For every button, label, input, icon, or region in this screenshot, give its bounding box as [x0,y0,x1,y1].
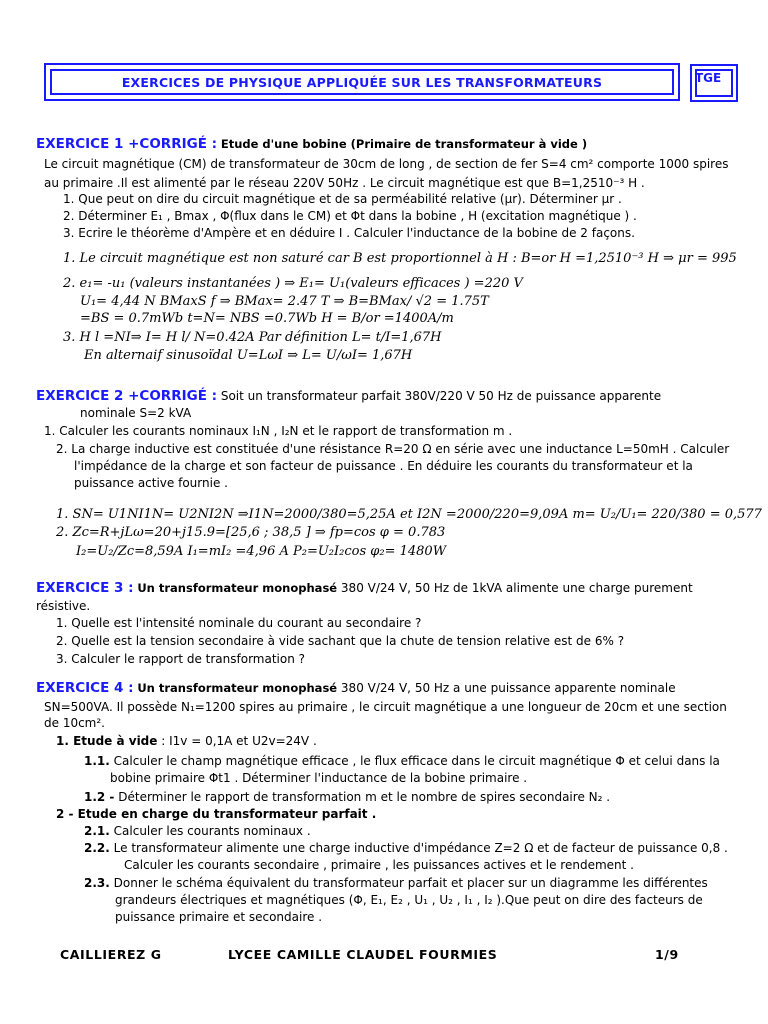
tag-box [690,64,738,102]
ex4-q23-line [84,876,708,891]
ex4-q22-line [84,841,728,856]
ex4-q22-2: Calculer les courants secondaire , primaire , les puissances actives et le rendement . [124,858,634,872]
ex2-heading: EXERCICE 2 +CORRIGÉ : [36,388,218,404]
class-tag: TGE [695,71,722,85]
ex4-q11-2: bobine primaire Φt1 . Déterminer l'inductance de la bobine primaire . [110,771,528,785]
ex4-q23-2: grandeurs électriques et magnétiques (Φ, E₁, E₂ , U₁ , U₂ , I₁ , I₂ ).Que peut on dire des facteurs de [115,893,703,907]
ex4-part1-label: 1. Etude à vide [56,734,158,748]
ex4-q12: Déterminer le rapport de transformation m et le nombre de spires secondaire N₂ . [118,790,611,804]
ex4-q11-1: Calculer le champ magnétique efficace , le flux efficace dans le circuit magnétique Φ et celui dans la [113,754,720,768]
ex4-q21-line [84,824,311,839]
page-title: EXERCICES DE PHYSIQUE APPLIQUÉE SUR LES TRANSFORMATEURS [121,74,603,90]
ex2-text-2: nominale S=2 kVA [80,406,192,420]
ex4-q11-num: 1.1. [84,754,110,768]
ex4-part2: 2 - Etude en charge du transformateur parfait . [56,807,377,821]
ex2-answer-1: 1. SN= U1NI1N= U2NI2N ⇒I1N=2000/380=5,25A et I2N =2000/220=9,09A m= U₂/U₁= 220/380 = 0,577 [56,507,762,522]
ex2-heading-line [36,389,661,404]
ex1-q3: 3. Ecrire le théorème d'Ampère et en déduire I . Calculer l'inductance de la bobine de 2 façons. [63,226,635,240]
ex4-q12-num: 1.2 - [84,790,115,804]
ex1-answer-3b: En alternaif sinusoïdal U=LωI ⇒ L= U/ωI= 1,67H [84,348,413,363]
ex4-text-2: SN=500VA. Il possède N₁=1200 spires au primaire , le circuit magnétique a une longueur de 20cm et une section [44,700,727,714]
ex1-answer-2a: 2. e₁= -u₁ (valeurs instantanées ) ⇒ E₁= U₁(valeurs efficaces ) =220 V [63,276,523,291]
title-box-inner [50,69,674,95]
ex4-q23-1: Donner le schéma équivalent du transformateur parfait et placer sur un diagramme les différentes [113,876,708,890]
footer-page-number: 1/9 [655,947,679,962]
ex1-heading-line [36,137,587,152]
ex1-intro-1: Le circuit magnétique (CM) de transformateur de 30cm de long , de section de fer S=4 cm² comporte 1000 spires [44,157,729,171]
ex4-text-3: de 10cm². [44,716,105,730]
ex2-answer-2: 2. Zc=R+jLω=20+j15.9=[25,6 ; 38,5 ] ⇒ fp=cos φ = 0.783 [56,525,446,540]
ex4-q23-3: puissance primaire et secondaire . [115,910,323,924]
ex3-heading: EXERCICE 3 : [36,580,134,596]
title-box [44,63,680,101]
ex3-q2: 2. Quelle est la tension secondaire à vide sachant que la chute de tension relative est de 6% ? [56,634,625,648]
ex1-answer-1: 1. Le circuit magnétique est non saturé car B est proportionnel à H : B=or H =1,2510⁻³ H ⇒ μr = 995 [63,251,737,266]
ex1-heading: EXERCICE 1 +CORRIGÉ : [36,136,218,152]
ex2-q2-1: 2. La charge inductive est constituée d'une résistance R=20 Ω en série avec une inductance L=50mH . Calculer [56,442,730,456]
ex4-q21: Calculer les courants nominaux . [113,824,311,838]
ex4-q11-line [84,754,720,769]
ex2-q2-2: l'impédance de la charge et son facteur de puissance . En déduire les courants du transformateur et la [74,459,693,473]
ex1-subtitle: Etude d'une bobine (Primaire de transformateur à vide ) [220,137,588,151]
ex4-heading-line [36,681,676,696]
ex4-heading: EXERCICE 4 : [36,680,134,696]
ex3-subtitle: Un transformateur monophasé [137,581,338,595]
ex4-q23-num: 2.3. [84,876,110,890]
ex3-q1: 1. Quelle est l'intensité nominale du courant au secondaire ? [56,616,422,630]
ex3-text-2: résistive. [36,599,91,613]
footer-author: CAILLIEREZ G [60,947,162,962]
ex4-part1-line [56,734,317,749]
ex1-intro-2: au primaire .Il est alimenté par le réseau 220V 50Hz . Le circuit magnétique est que B=1,2510⁻³ H . [44,176,645,190]
ex1-q1: 1. Que peut on dire du circuit magnétique et de sa perméabilité relative (μr). Déterminer μr . [63,192,622,206]
footer-school: LYCEE CAMILLE CLAUDEL FOURMIES [228,947,498,962]
ex3-heading-line [36,581,693,596]
ex4-subtitle: Un transformateur monophasé [137,681,338,695]
ex1-answer-2b: U₁= 4,44 N BMaxS f ⇒ BMax= 2.47 T ⇒ B=BMax/ √2 = 1.75T [80,294,489,309]
ex4-q22-1: Le transformateur alimente une charge inductive d'impédance Z=2 Ω et de facteur de puissance 0,8 . [113,841,728,855]
ex1-answer-2c: =BS = 0.7mWb t=N= NBS =0.7Wb H = B/or =1400A/m [80,311,454,326]
ex3-text-1: 380 V/24 V, 50 Hz de 1kVA alimente une charge purement [340,581,693,595]
ex1-answer-3a: 3. H l =NI⇒ I= H l/ N=0.42A Par définition L= t/I=1,67H [63,330,442,345]
ex4-part1-text: : I1v = 0,1A et U2v=24V . [161,734,317,748]
ex2-q2-3: puissance active fournie . [74,476,228,490]
ex3-q3: 3. Calculer le rapport de transformation ? [56,652,306,666]
ex4-text-1: 380 V/24 V, 50 Hz a une puissance apparente nominale [340,681,676,695]
ex4-q21-num: 2.1. [84,824,110,838]
ex4-q12-line [84,790,610,805]
ex2-answer-3: I₂=U₂/Zc=8,59A I₁=mI₂ =4,96 A P₂=U₂I₂cos φ₂= 1480W [76,544,447,559]
ex1-q2: 2. Déterminer E₁ , Bmax , Φ(flux dans le CM) et Φt dans la bobine , H (excitation magnétique ) . [63,209,637,223]
ex2-q1: 1. Calculer les courants nominaux I₁N , I₂N et le rapport de transformation m . [44,424,513,438]
ex2-text-1: Soit un transformateur parfait 380V/220 V 50 Hz de puissance apparente [220,389,662,403]
ex4-q22-num: 2.2. [84,841,110,855]
